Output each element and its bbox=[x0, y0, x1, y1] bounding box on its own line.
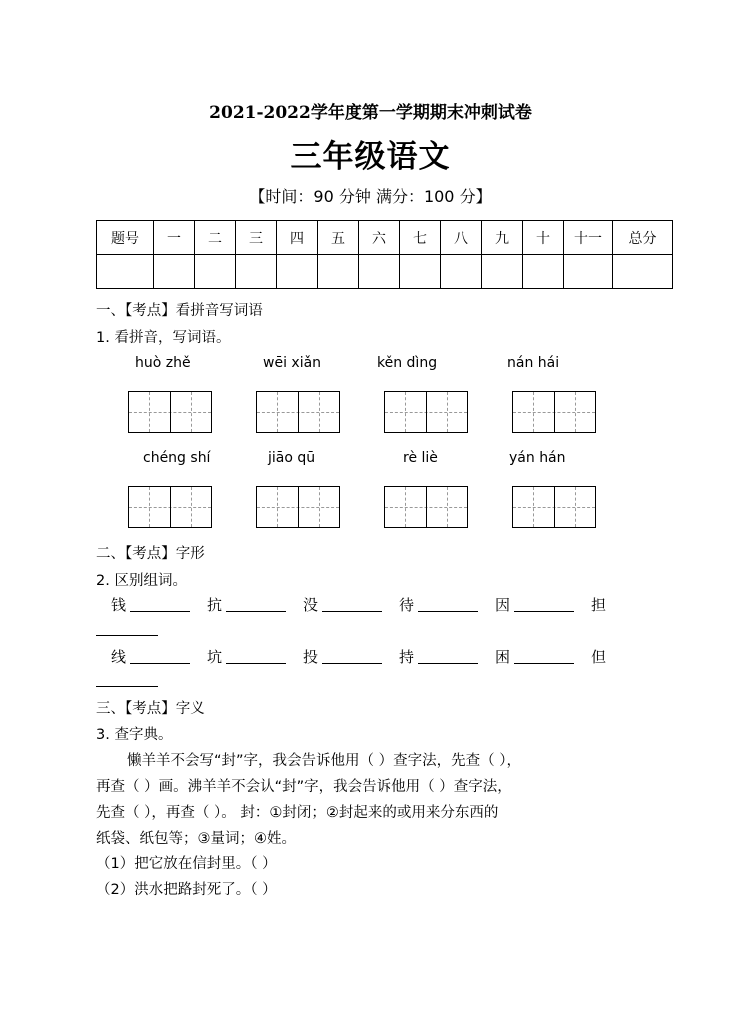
pinyin-label: chéng shí bbox=[143, 450, 211, 466]
word-blank[interactable] bbox=[322, 611, 382, 612]
score-header-cell: 四 bbox=[277, 221, 318, 255]
score-header-cell: 二 bbox=[195, 221, 236, 255]
paragraph-line: 纸袋、纸包等；③量词；④姓。 bbox=[96, 831, 296, 847]
section2-question: 2. 区别组词。 bbox=[96, 573, 187, 589]
writing-grid[interactable] bbox=[128, 391, 212, 433]
word-blank[interactable] bbox=[418, 611, 478, 612]
char-prompt: 因 bbox=[495, 596, 511, 614]
writing-grid[interactable] bbox=[128, 486, 212, 528]
sub-question: （2）洪水把路封死了。（ ） bbox=[96, 882, 277, 898]
word-blank[interactable] bbox=[130, 663, 190, 664]
score-header-cell: 三 bbox=[236, 221, 277, 255]
score-table-entry-row bbox=[97, 255, 673, 289]
writing-grid[interactable] bbox=[256, 391, 340, 433]
char-prompt: 担 bbox=[591, 596, 607, 614]
score-entry-cell[interactable] bbox=[359, 255, 400, 289]
writing-grid[interactable] bbox=[512, 391, 596, 433]
char-prompt: 待 bbox=[399, 596, 415, 614]
word-blank[interactable] bbox=[226, 611, 286, 612]
writing-grid[interactable] bbox=[384, 486, 468, 528]
score-header-cell: 九 bbox=[482, 221, 523, 255]
score-entry-cell[interactable] bbox=[441, 255, 482, 289]
paragraph-line: 懒羊羊不会写“封”字，我会告诉他用（ ）查字法，先查（ ）， bbox=[127, 753, 521, 769]
score-entry-cell[interactable] bbox=[277, 255, 318, 289]
char-prompt: 线 bbox=[111, 648, 127, 666]
word-blank[interactable] bbox=[226, 663, 286, 664]
char-prompt: 困 bbox=[495, 648, 511, 666]
score-table-header-row bbox=[97, 221, 673, 255]
char-prompt: 抗 bbox=[207, 596, 223, 614]
sub-question: （1）把它放在信封里。（ ） bbox=[96, 856, 277, 872]
paragraph-line: 先查（ ），再查（ ）。 封：①封闭；②封起来的或用来分东西的 bbox=[96, 805, 499, 821]
score-header-cell: 五 bbox=[318, 221, 359, 255]
score-header-cell: 六 bbox=[359, 221, 400, 255]
pinyin-label: nán hái bbox=[507, 355, 560, 371]
score-header-cell: 十一 bbox=[564, 221, 613, 255]
section1-question: 1. 看拼音，写词语。 bbox=[96, 330, 231, 346]
score-entry-cell[interactable] bbox=[154, 255, 195, 289]
writing-grid[interactable] bbox=[384, 391, 468, 433]
score-table bbox=[96, 220, 673, 289]
pinyin-label: huò zhě bbox=[135, 355, 191, 371]
score-header-cell: 总分 bbox=[613, 221, 673, 255]
score-header-cell: 八 bbox=[441, 221, 482, 255]
char-prompt: 没 bbox=[303, 596, 319, 614]
score-entry-cell[interactable] bbox=[318, 255, 359, 289]
score-entry-cell[interactable] bbox=[523, 255, 564, 289]
score-header-cell: 十 bbox=[523, 221, 564, 255]
word-blank[interactable] bbox=[96, 635, 158, 636]
writing-grid[interactable] bbox=[256, 486, 340, 528]
score-entry-cell[interactable] bbox=[482, 255, 523, 289]
word-blank[interactable] bbox=[514, 611, 574, 612]
pinyin-label: rè liè bbox=[403, 450, 438, 466]
pinyin-label: jiāo qū bbox=[268, 450, 316, 466]
char-prompt: 但 bbox=[591, 648, 607, 666]
word-blank[interactable] bbox=[130, 611, 190, 612]
word-blank[interactable] bbox=[514, 663, 574, 664]
section2-heading: 二、【考点】字形 bbox=[96, 546, 205, 562]
score-entry-cell[interactable] bbox=[236, 255, 277, 289]
score-entry-cell[interactable] bbox=[613, 255, 673, 289]
pinyin-label: wēi xiǎn bbox=[263, 355, 322, 371]
section3-question: 3. 查字典。 bbox=[96, 727, 173, 743]
score-entry-cell[interactable] bbox=[564, 255, 613, 289]
score-header-cell: 题号 bbox=[97, 221, 154, 255]
word-blank[interactable] bbox=[322, 663, 382, 664]
section3-heading: 三、【考点】字义 bbox=[96, 701, 205, 717]
pinyin-label: kěn dìng bbox=[377, 355, 438, 371]
subject-title: 三年级语文 bbox=[290, 139, 451, 175]
section1-heading: 一、【考点】看拼音写词语 bbox=[96, 303, 263, 319]
paragraph-line: 再查（ ）画。沸羊羊不会认“封”字，我会告诉他用（ ）查字法， bbox=[96, 779, 512, 795]
score-header-cell: 七 bbox=[400, 221, 441, 255]
time-info: 【时间：90 分钟 满分：100 分】 bbox=[249, 187, 492, 206]
exam-title: 2021-2022学年度第一学期期末冲刺试卷 bbox=[209, 103, 532, 123]
writing-grid[interactable] bbox=[512, 486, 596, 528]
char-prompt: 持 bbox=[399, 648, 415, 666]
char-prompt: 投 bbox=[303, 648, 319, 666]
score-entry-cell[interactable] bbox=[97, 255, 154, 289]
char-prompt: 坑 bbox=[207, 648, 223, 666]
word-blank[interactable] bbox=[418, 663, 478, 664]
char-prompt: 钱 bbox=[111, 596, 127, 614]
score-header-cell: 一 bbox=[154, 221, 195, 255]
pinyin-label: yán hán bbox=[509, 450, 566, 466]
word-blank[interactable] bbox=[96, 686, 158, 687]
score-entry-cell[interactable] bbox=[195, 255, 236, 289]
score-entry-cell[interactable] bbox=[400, 255, 441, 289]
